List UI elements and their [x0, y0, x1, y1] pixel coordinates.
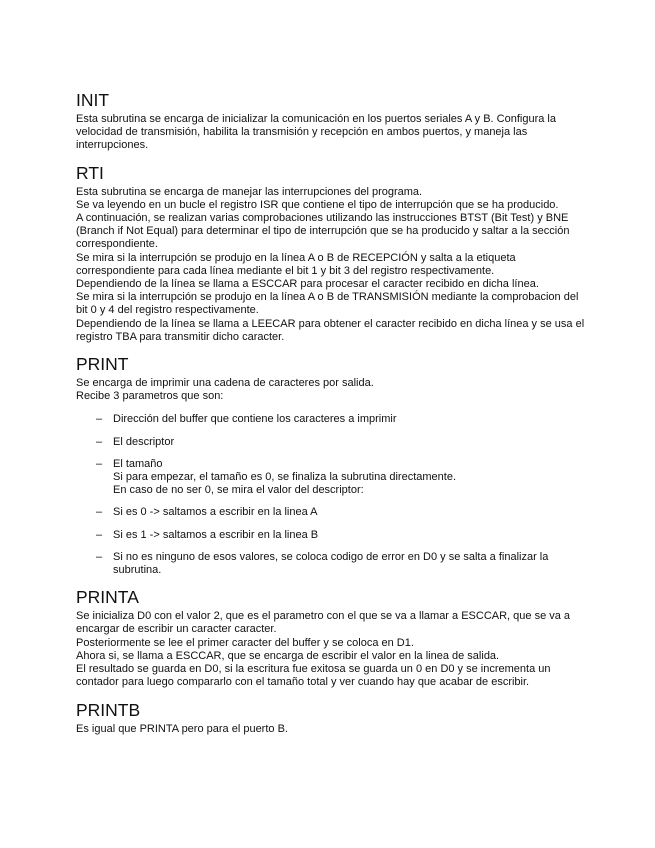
section-heading: PRINTB	[76, 699, 141, 720]
list-item-text: Si es 0 -> saltamos a escribir en la linea A	[113, 506, 318, 519]
dash-bullet: –	[96, 506, 103, 519]
section-printa	[76, 587, 586, 689]
paragraph: Se mira si la interrupción se produjo en la línea A o B de TRANSMISIÓN mediante la comprobacion del bit 0 y 4 del registro respectivamente.	[76, 291, 579, 317]
list-item-text: El descriptor	[113, 435, 175, 448]
list-item	[76, 506, 586, 519]
section-heading: PRINTA	[76, 587, 139, 608]
paragraph: Es igual que PRINTA pero para el puerto B.	[76, 722, 288, 735]
list-item-text: Dirección del buffer que contiene los caracteres a imprimir	[113, 413, 397, 426]
paragraph: Se inicializa D0 con el valor 2, que es el parametro con el que se va a llamar a ESCCAR, que se va a encargar de escribir un caracter caracter.	[76, 610, 571, 636]
list-item-text: Si para empezar, el tamaño es 0, se finaliza la subrutina directamente.	[113, 471, 457, 484]
dash-bullet: –	[96, 528, 103, 541]
list-item	[76, 458, 586, 498]
section-print	[76, 354, 586, 577]
paragraph: Se va leyendo en un bucle el registro ISR que contiene el tipo de interrupción que se ha producido.	[76, 198, 559, 211]
paragraph: Esta subrutina se encarga de manejar las interrupciones del programa.	[76, 185, 423, 198]
list-item	[76, 436, 586, 449]
paragraph: Se encarga de imprimir una cadena de caracteres por salida.	[76, 377, 374, 390]
section-rti	[76, 163, 586, 344]
list-item	[76, 551, 586, 577]
paragraph: Posteriormente se lee el primer caracter del buffer y se coloca en D1.	[76, 636, 414, 649]
paragraph: Ahora si, se llama a ESCCAR, que se encarga de escribir el valor en la linea de salida.	[76, 649, 500, 662]
section-printb	[76, 700, 586, 736]
document-page	[76, 90, 586, 746]
list-item	[76, 413, 586, 426]
paragraph: A continuación, se realizan varias comprobaciones utilizando las instrucciones BTST (Bit Test) y BNE (Branch if Not Equal) para determinar el tipo de interrupción que se ha producido y saltar a la sección correspondiente.	[76, 212, 570, 251]
dash-bullet: –	[96, 435, 103, 448]
dash-bullet: –	[96, 413, 103, 426]
paragraph: Dependiendo de la línea se llama a LEECAR para obtener el caracter recibido en dicha línea y se usa el registro TBA para transmitir dicho caracter.	[76, 317, 585, 343]
dash-bullet: –	[96, 550, 103, 563]
list-item-text: En caso de no ser 0, se mira el valor del descriptor:	[113, 484, 364, 497]
paragraph: El resultado se guarda en D0, si la escritura fue exitosa se guarda un 0 en D0 y se incrementa un contador para luego compararlo con el tamaño total y ver cuando hay que acabar de escribir.	[76, 663, 551, 689]
list-item-text: Si es 1 -> saltamos a escribir en la linea B	[113, 528, 319, 541]
dash-bullet: –	[96, 457, 103, 470]
section-heading: PRINT	[76, 354, 129, 375]
paragraph: Se mira si la interrupción se produjo en la línea A o B de RECEPCIÓN y salta a la etiqueta correspondiente para cada línea mediante el bit 1 y bit 3 del registro respectivamente.	[76, 251, 516, 277]
section-init	[76, 90, 586, 153]
section-heading: RTI	[76, 162, 104, 183]
section-heading: INIT	[76, 90, 110, 110]
list-item-text: El tamaño	[113, 457, 163, 470]
list-item	[76, 529, 586, 542]
paragraph: Dependiendo de la línea se llama a ESCCAR para procesar el caracter recibido en dicha línea.	[76, 278, 539, 291]
paragraph: Esta subrutina se encarga de inicializar la comunicación en los puertos seriales A y B. Configura la velocidad de transmisión, habilita la transmisión y recepción en ambos puertos, y maneja las interrupciones.	[76, 113, 556, 152]
list-item-text: Si no es ninguno de esos valores, se coloca codigo de error en D0 y se salta a finalizar la subrutina.	[113, 550, 549, 577]
parameter-list	[76, 413, 586, 577]
paragraph: Recibe 3 parametros que son:	[76, 390, 224, 403]
